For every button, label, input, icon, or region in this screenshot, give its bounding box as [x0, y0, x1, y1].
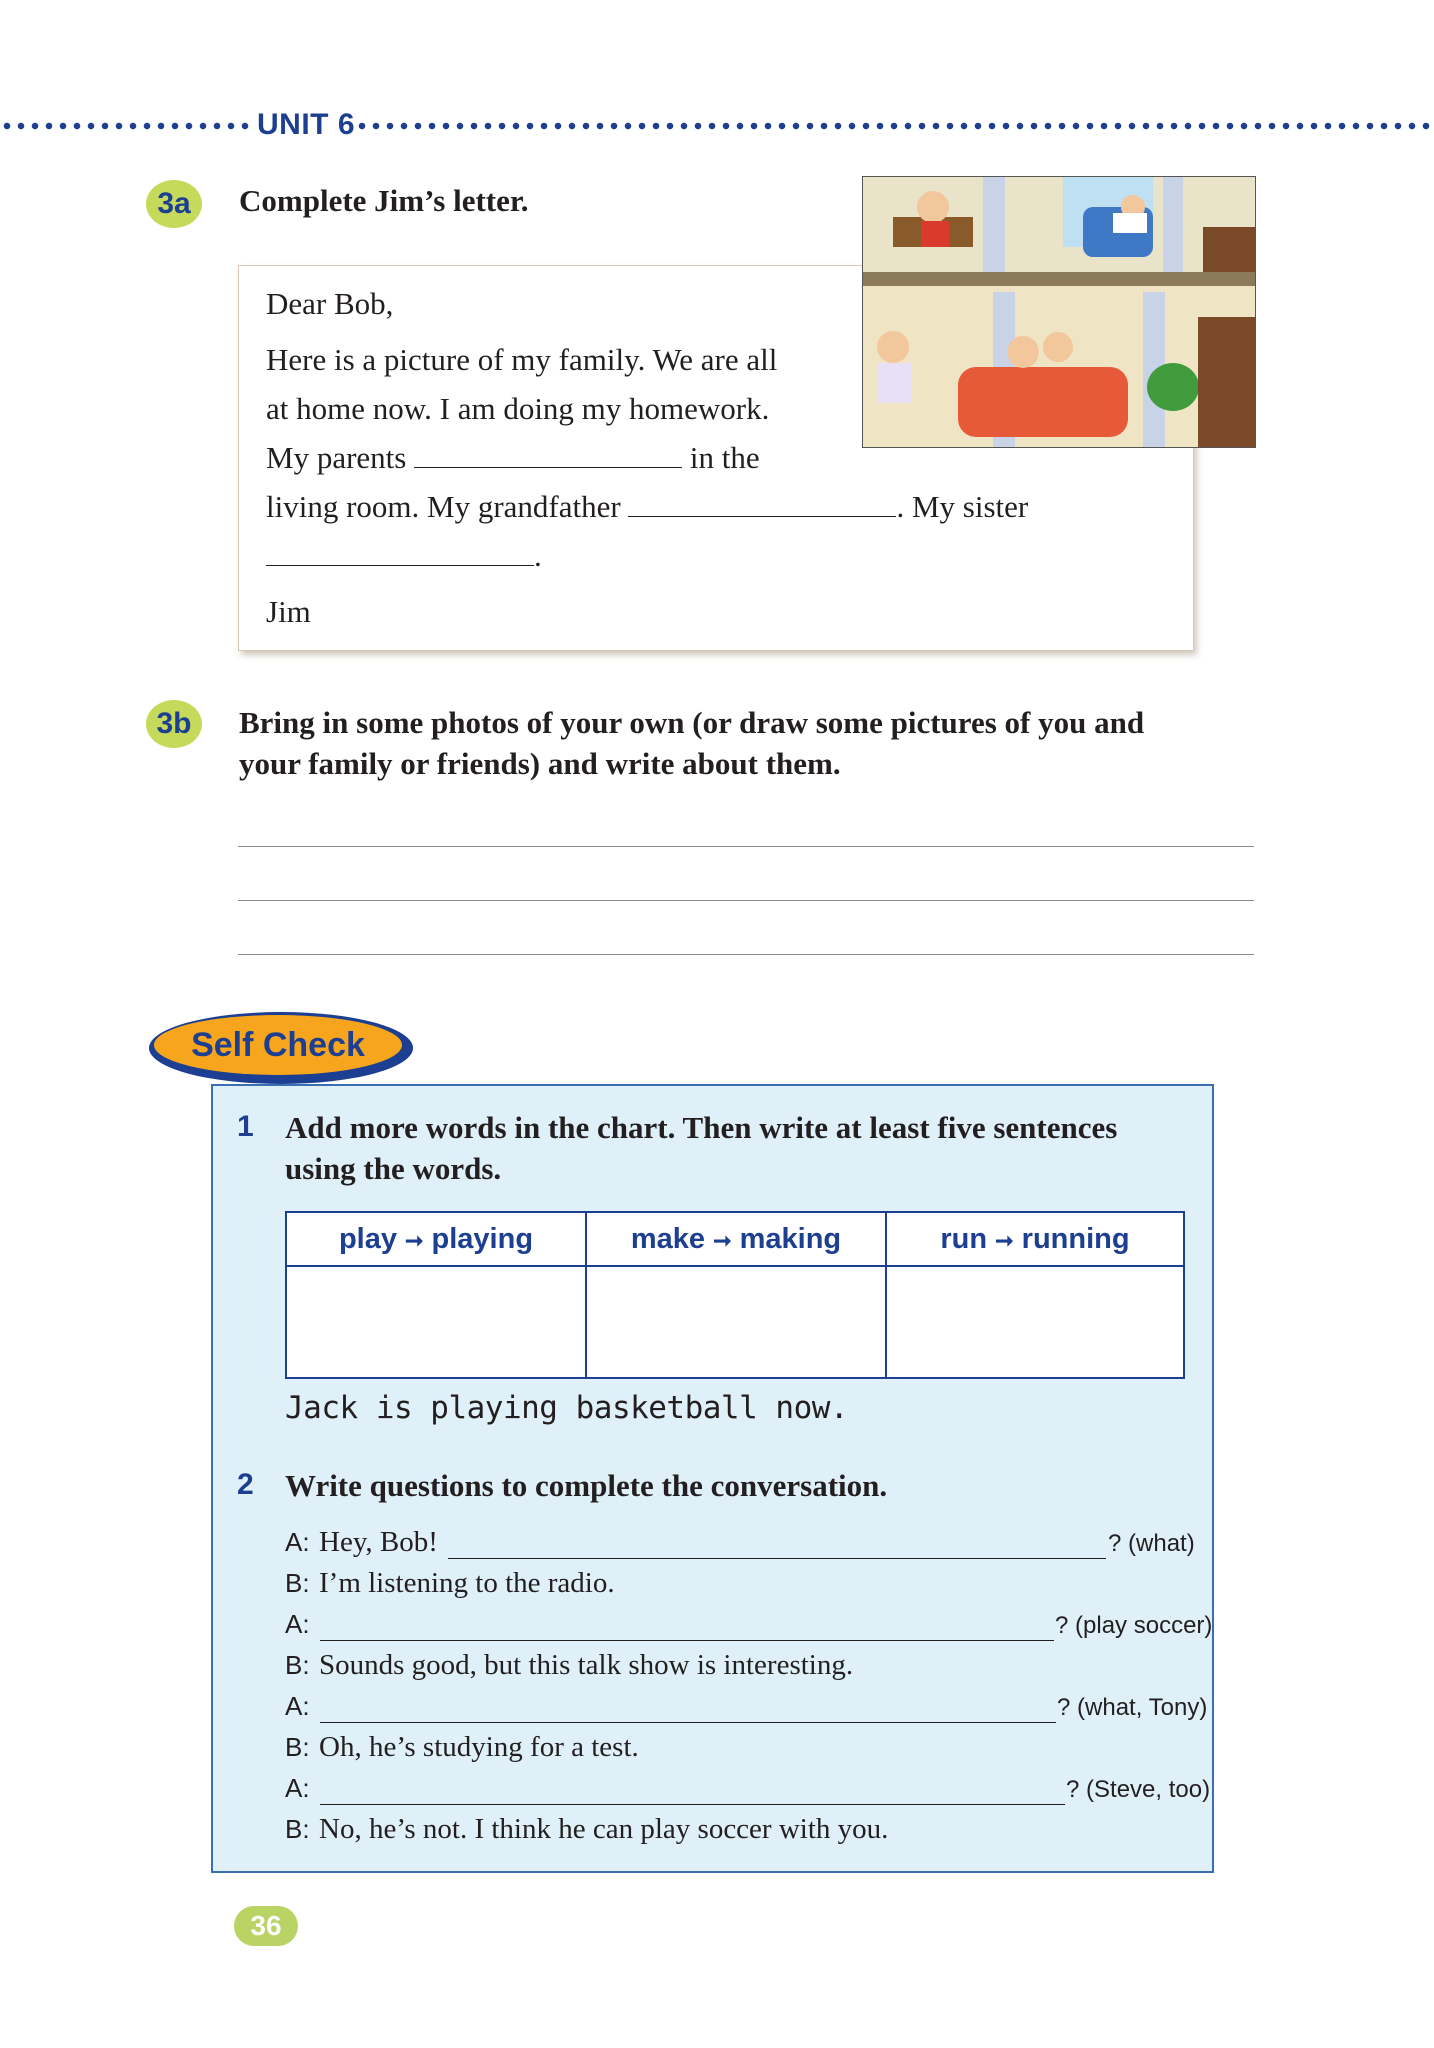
q2-instruction: Write questions to complete the conversation.	[285, 1468, 888, 1503]
answer-hint: ? (play soccer)	[1055, 1612, 1213, 1639]
q1-line-1: Add more words in the chart. Then write at least five sentences	[285, 1110, 1118, 1145]
heading-3a: Complete Jim’s letter.	[239, 183, 529, 218]
dialogue-line	[285, 1526, 438, 1559]
dialogue-line	[285, 1690, 319, 1723]
letter-line-4	[266, 489, 1028, 525]
q1-number: 1	[237, 1110, 254, 1143]
letter-line-5-end: .	[534, 538, 542, 573]
dialogue-text: I’m listening to the radio.	[319, 1567, 615, 1599]
dialogue-line	[285, 1731, 639, 1764]
arrow-icon: ➞	[713, 1228, 732, 1253]
page-number: 36	[234, 1906, 298, 1946]
dialogue-line	[285, 1567, 615, 1600]
dialogue-line	[285, 1608, 319, 1641]
letter-line-3-end: in the	[689, 440, 760, 475]
letter-greeting: Dear Bob,	[266, 286, 394, 321]
header-dots-left	[0, 122, 250, 130]
letter-line-5	[266, 538, 542, 574]
answer-hint: ? (Steve, too)	[1066, 1776, 1211, 1803]
self-check-label	[146, 1006, 416, 1086]
dialogue-text: Sounds good, but this talk show is interesting.	[319, 1649, 854, 1681]
chart-cell-play[interactable]	[287, 1267, 585, 1377]
heading-3b-line-2: your family or friends) and write about them.	[239, 746, 841, 781]
letter-line-4-end: . My sister	[896, 489, 1029, 524]
chart-header-make: make ➞ making	[587, 1213, 887, 1265]
heading-3b-line-1: Bring in some photos of your own (or draw some pictures of you and	[239, 705, 1145, 740]
answer-hint: ? (what, Tony)	[1057, 1694, 1208, 1721]
letter-line-2: at home now. I am doing my homework.	[266, 391, 770, 426]
dialogue-text: Oh, he’s studying for a test.	[319, 1731, 639, 1763]
letter-line-3-start: My parents	[266, 440, 407, 475]
chart-header-run: run ➞ running	[940, 1223, 1130, 1255]
writing-line[interactable]	[238, 900, 1254, 901]
arrow-icon: ➞	[995, 1228, 1014, 1253]
chart-header-play: play ➞ playing	[287, 1213, 587, 1265]
answer-line[interactable]	[320, 1640, 1054, 1641]
badge-3b: 3b	[146, 700, 202, 748]
dialogue-text: No, he’s not. I think he can play soccer with you.	[319, 1813, 889, 1845]
speaker-label: A:	[285, 1691, 310, 1721]
example-sentence: Jack is playing basketball now.	[285, 1390, 849, 1426]
sister-blank[interactable]	[266, 564, 534, 566]
speaker-label: B:	[285, 1814, 310, 1844]
q2-number: 2	[237, 1468, 254, 1501]
self-check-title: Self Check	[191, 1026, 365, 1064]
answer-line[interactable]	[448, 1558, 1106, 1559]
header-dots-right	[355, 122, 1434, 130]
chart-cell-make[interactable]	[587, 1267, 885, 1377]
word-chart	[285, 1211, 1185, 1379]
writing-line[interactable]	[238, 954, 1254, 955]
letter-line-1: Here is a picture of my family. We are all	[266, 342, 778, 377]
speaker-label: B:	[285, 1732, 310, 1762]
answer-line[interactable]	[320, 1804, 1065, 1805]
dialogue-line	[285, 1772, 319, 1805]
grandfather-blank[interactable]	[628, 515, 896, 517]
chart-cell-run[interactable]	[887, 1267, 1183, 1377]
speaker-label: A:	[285, 1773, 310, 1803]
writing-line[interactable]	[238, 846, 1254, 847]
speaker-label: B:	[285, 1650, 310, 1680]
q1-line-2: using the words.	[285, 1151, 502, 1186]
letter-line-4-start: living room. My grandfather	[266, 489, 621, 524]
parents-blank[interactable]	[414, 466, 682, 468]
answer-line[interactable]	[320, 1722, 1056, 1723]
dialogue-line	[285, 1813, 888, 1846]
speaker-label: A:	[285, 1527, 310, 1557]
speaker-label: B:	[285, 1568, 310, 1598]
unit-title: UNIT 6	[257, 108, 356, 141]
answer-hint: ? (what)	[1108, 1530, 1195, 1557]
speaker-label: A:	[285, 1609, 310, 1639]
dialogue-line	[285, 1649, 853, 1682]
dialogue-text: Hey, Bob!	[319, 1526, 438, 1558]
family-illustration	[863, 177, 1255, 447]
family-picture	[862, 176, 1256, 448]
letter-signature: Jim	[266, 594, 311, 629]
letter-line-3	[266, 440, 760, 476]
badge-3a: 3a	[146, 180, 202, 228]
arrow-icon: ➞	[405, 1228, 424, 1253]
